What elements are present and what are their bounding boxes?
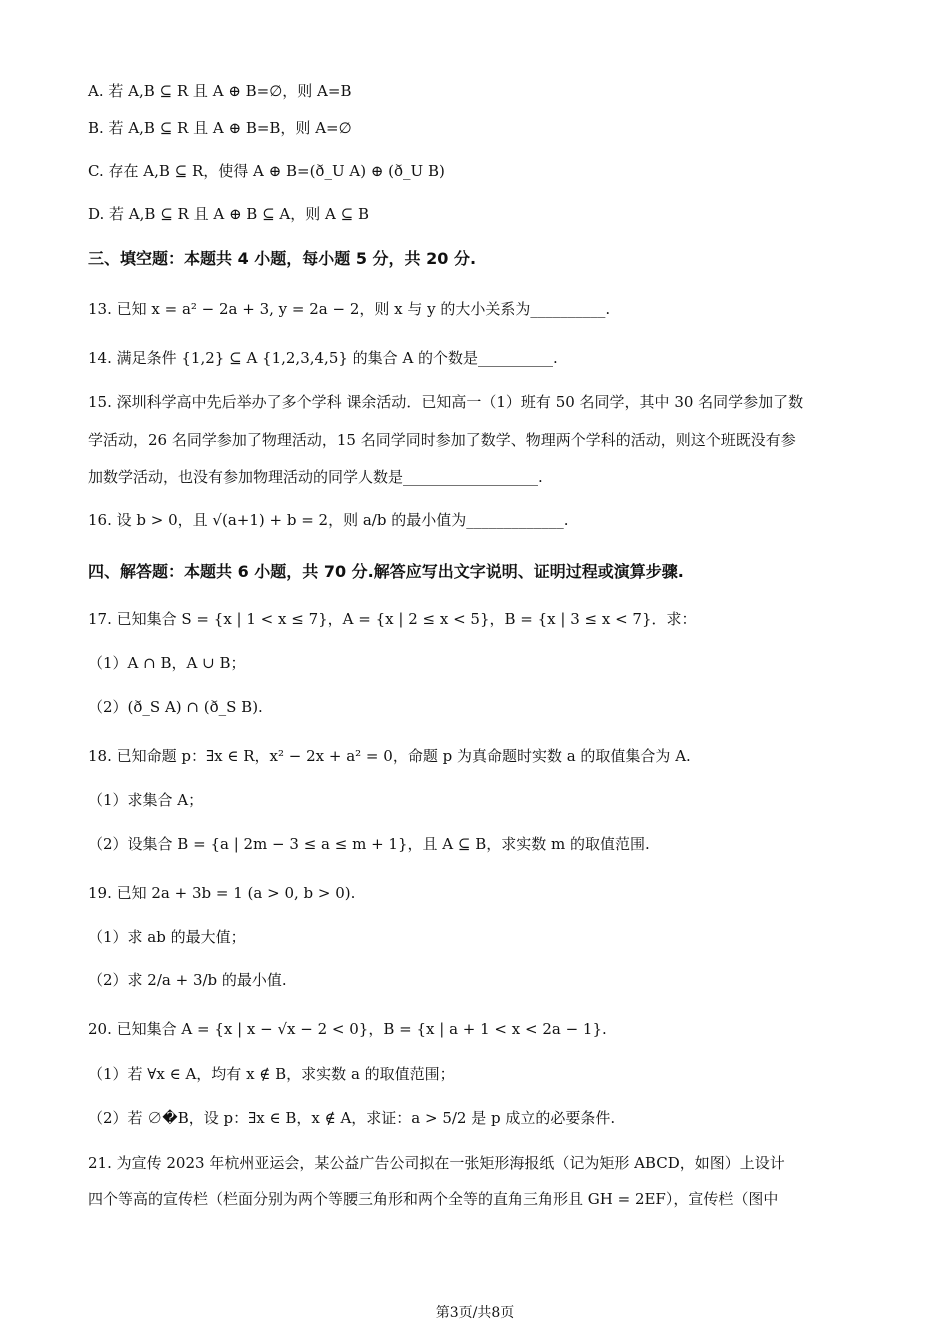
choice-option-d: D. 若 A,B ⊆ R 且 A ⊕ B ⊆ A，则 A ⊆ B bbox=[88, 205, 369, 223]
question-18: 18. 已知命题 p：∃x ∈ R，x² − 2x + a² = 0，命题 p 为真命题时实数 a 的取值集合为 A. bbox=[88, 747, 691, 765]
question-20-part-2: （2）若 ∅�B，设 p：∃x ∈ B，x ∉ A，求证：a > 5/2 是 p 成立的必要条件. bbox=[88, 1109, 616, 1127]
choice-option-a: A. 若 A,B ⊆ R 且 A ⊕ B=∅，则 A=B bbox=[88, 82, 352, 100]
choice-option-b: B. 若 A,B ⊆ R 且 A ⊕ B=B，则 A=∅ bbox=[88, 119, 352, 137]
question-21-line-1: 21. 为宣传 2023 年杭州亚运会，某公益广告公司拟在一张矩形海报纸（记为矩形 ABCD，如图）上设计 bbox=[88, 1154, 785, 1172]
page-footer: 第3页/共8页 bbox=[435, 1305, 515, 1321]
section-heading-fill-in: 三、填空题：本题共 4 小题，每小题 5 分，共 20 分. bbox=[88, 249, 477, 268]
question-14: 14. 满足条件 {1,2} ⊆ A {1,2,3,4,5} 的集合 A 的个数是__________. bbox=[88, 349, 558, 367]
question-17-part-1: （1）A ∩ B，A ∪ B； bbox=[88, 654, 246, 672]
question-15-line-3: 加数学活动，也没有参加物理活动的同学人数是__________________. bbox=[88, 468, 543, 486]
question-16: 16. 设 b > 0，且 √(a+1) + b = 2，则 a/b 的最小值为_____________. bbox=[88, 511, 569, 529]
question-17: 17. 已知集合 S = {x | 1 < x ≤ 7}，A = {x | 2 ≤ x < 5}，B = {x | 3 ≤ x < 7}．求： bbox=[88, 610, 697, 628]
question-18-part-1: （1）求集合 A； bbox=[88, 791, 204, 809]
question-20: 20. 已知集合 A = {x | x − √x − 2 < 0}，B = {x | a + 1 < x < 2a − 1}. bbox=[88, 1020, 607, 1038]
question-20-part-1: （1）若 ∀x ∈ A，均有 x ∉ B，求实数 a 的取值范围； bbox=[88, 1065, 455, 1083]
question-15-line-2: 学活动，26 名同学参加了物理活动，15 名同学同时参加了数学、物理两个学科的活动，则这个班既没有参 bbox=[88, 431, 796, 449]
question-17-part-2: （2）(ð_S A) ∩ (ð_S B). bbox=[88, 698, 263, 716]
question-19: 19. 已知 2a + 3b = 1 (a > 0, b > 0). bbox=[88, 884, 356, 902]
question-15-line-1: 15. 深圳科学高中先后举办了多个学科 课余活动．已知高一（1）班有 50 名同学，其中 30 名同学参加了数 bbox=[88, 393, 804, 411]
choice-option-c: C. 存在 A,B ⊆ R，使得 A ⊕ B=(ð_U A) ⊕ (ð_U B) bbox=[88, 162, 445, 180]
question-19-part-1: （1）求 ab 的最大值； bbox=[88, 928, 246, 946]
question-13: 13. 已知 x = a² − 2a + 3, y = 2a − 2，则 x 与 y 的大小关系为__________. bbox=[88, 300, 611, 318]
question-18-part-2: （2）设集合 B = {a | 2m − 3 ≤ a ≤ m + 1}，且 A ⊆ B，求实数 m 的取值范围. bbox=[88, 835, 650, 853]
question-21-line-2: 四个等高的宣传栏（栏面分别为两个等腰三角形和两个全等的直角三角形且 GH = 2EF），宣传栏（图中 bbox=[88, 1190, 779, 1208]
section-heading-solutions: 四、解答题：本题共 6 小题，共 70 分.解答应写出文字说明、证明过程或演算步骤. bbox=[88, 562, 684, 581]
question-19-part-2: （2）求 2/a + 3/b 的最小值. bbox=[88, 971, 287, 989]
